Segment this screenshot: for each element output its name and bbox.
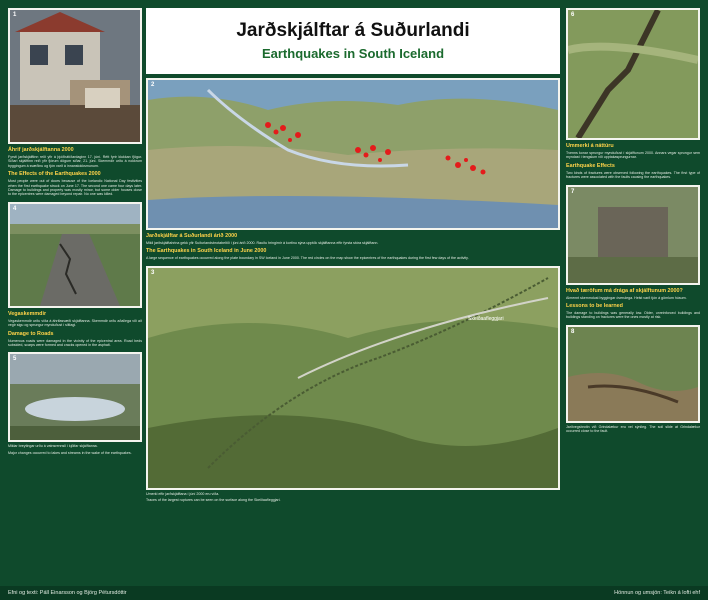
center-column bbox=[146, 78, 560, 584]
aerial-photo bbox=[146, 266, 560, 490]
footer-credits: Efni og texti: Páll Einarsson og Björg Pétursdóttir bbox=[8, 590, 127, 596]
right-column bbox=[566, 8, 700, 584]
lessons-text-is: Almennt skemmdust byggingar óverulega. Helst varð tjón á gömlum húsum. bbox=[566, 295, 687, 300]
left-column bbox=[8, 8, 142, 584]
lessons-text-en: The damage to buildings was generally low. Older, unreinforced buildings and buildings standing on fractures were the ones mostly at risk. bbox=[566, 311, 700, 320]
soil-slide-photo bbox=[566, 325, 700, 423]
photo-number: 8 bbox=[571, 328, 575, 335]
footer bbox=[0, 586, 708, 600]
photo-number: 6 bbox=[571, 12, 575, 18]
effects-text-en: Most people were out of doors because of the Icelandic National Day festivities when the first earthquake struck on June 17. The second one came four days later. Damage to buildings and property was mostly minor, but some older houses close to the epicentres were damaged beyond repair. No one was killed. bbox=[8, 179, 142, 197]
house-damage-illustration bbox=[10, 10, 140, 142]
fissure-illustration bbox=[568, 10, 698, 138]
page-title: Jarðskjálftar á Suðurlandi bbox=[236, 20, 470, 41]
nature-heading-is: Ummerki á náttúru bbox=[566, 143, 614, 149]
roads-heading-en: Damage to Roads bbox=[8, 330, 54, 337]
lessons-heading-is: Hvað tæröfum má drága af skjálftunum 2000? bbox=[566, 287, 683, 294]
photo-number: 7 bbox=[571, 188, 575, 195]
page-subtitle: Earthquakes in South Iceland bbox=[261, 46, 445, 61]
effects-heading-is: Áhrif jarðskjálftanna 2000 bbox=[8, 147, 74, 153]
rock-photo bbox=[566, 185, 700, 285]
nature-text-en: Two kinds of fractures were observed following the earthquakes. The first type of fractures were associated with the faults causing the earthquakes. bbox=[566, 170, 700, 180]
road-damage-illustration bbox=[10, 204, 140, 306]
aerial-illustration bbox=[148, 268, 558, 488]
photo-number: 5 bbox=[13, 356, 17, 363]
photo-number: 1 bbox=[13, 12, 17, 18]
soil-slide-illustration bbox=[568, 327, 698, 421]
lake-illustration bbox=[10, 354, 140, 440]
nature-text-is: Tvenns konar sprungur mynduðust í skjálftunum 2000. Annars vegar sprungur sem myndast í tengslum við upptakasprungurnar. bbox=[566, 151, 700, 160]
photo-number: 2 bbox=[151, 82, 155, 88]
nature-heading-en: Earthquake Effects bbox=[566, 162, 615, 169]
lake-photo bbox=[8, 352, 142, 442]
title-box bbox=[146, 8, 560, 74]
roads-text-en: Numerous roads were damaged in the vicinity of the epicentral area. Road beds subsided, scarps were formed and cracks opened in the asphalt. bbox=[8, 338, 142, 348]
rock-illustration bbox=[568, 187, 698, 283]
photo-number: 4 bbox=[13, 205, 17, 212]
quakes-heading-is: Jarðskjálftar á Suðurlandi árið 2000 bbox=[146, 233, 238, 239]
roads-text-is: Vegaskemmdir urðu víða á áhrifasvæði skjálftanna. Skemmdir urðu aðallega við að vegir sigu og sprungur mynduðust í slitlagi. bbox=[8, 318, 142, 328]
fissure-photo bbox=[566, 8, 700, 140]
roads-heading-is: Vegaskemmdir bbox=[8, 310, 47, 317]
soil-slide-caption: Jarðvegsbrotin við Grindalækur eru vel sýnileg. The soil slide at Grindalækur occurred close to the fault. bbox=[566, 424, 700, 434]
footer-design: Hönnun og umsjón: Teikn á lofti ehf bbox=[614, 590, 700, 596]
effects-heading-en: The Effects of the Earthquakes 2000 bbox=[8, 171, 101, 178]
lessons-heading-en: Lessons to be learned bbox=[566, 303, 623, 310]
lake-caption-en: Major changes occurred to lakes and streams in the wake of the earthquakes. bbox=[8, 450, 132, 455]
quakes-heading-en: The Earthquakes in South Iceland in June 2000 bbox=[146, 248, 267, 255]
aerial-caption-en: Traces of the largest ruptures can be seen on the surface along the Skeiðaafleggjari. bbox=[146, 498, 281, 503]
road-damage-photo bbox=[8, 202, 142, 308]
quakes-text-en: A large sequence of earthquakes occurred along the plate boundary in SW Iceland in June 2000. The red circles on the map show the epicentres of the earthquakes during the first few days of the activity. bbox=[146, 256, 469, 261]
house-damage-photo bbox=[8, 8, 142, 144]
effects-text-is: Fyrsti jarðskjálftinn reið yfir á þjóðhátíðardaginn 17. júní. Rétt fyrir klukkan fjögur. Síðari skjálftinn reið yfir fjórum dögum síðar, 21. júní. Skemmdir urðu á nokkrum byggingum á svæðinu og tjón varð á innanstokksmunum. bbox=[8, 155, 142, 168]
map-label: Skeiðaafleggjari bbox=[468, 315, 504, 322]
aerial-caption-is: Umerki eftir jarðskjálftana í júní 2000 eru víða. bbox=[146, 491, 220, 496]
lake-caption-is: Miklar breytingar urðu á vatnsrennsli í kjölfar skjálftanna. bbox=[8, 444, 98, 449]
photo-number: 3 bbox=[151, 269, 155, 276]
epicentre-map bbox=[146, 78, 560, 230]
quakes-text-is: Mikil jarðskjálftahrina gekk yfir Suðurlandsbrotabeltið í júní árið 2000. Rauðu hringirnir á kortinu sýna upptök skjálftanna eftir fyrsta stóra skjálftann. bbox=[146, 241, 379, 245]
epicentre-map-illustration bbox=[148, 80, 558, 228]
